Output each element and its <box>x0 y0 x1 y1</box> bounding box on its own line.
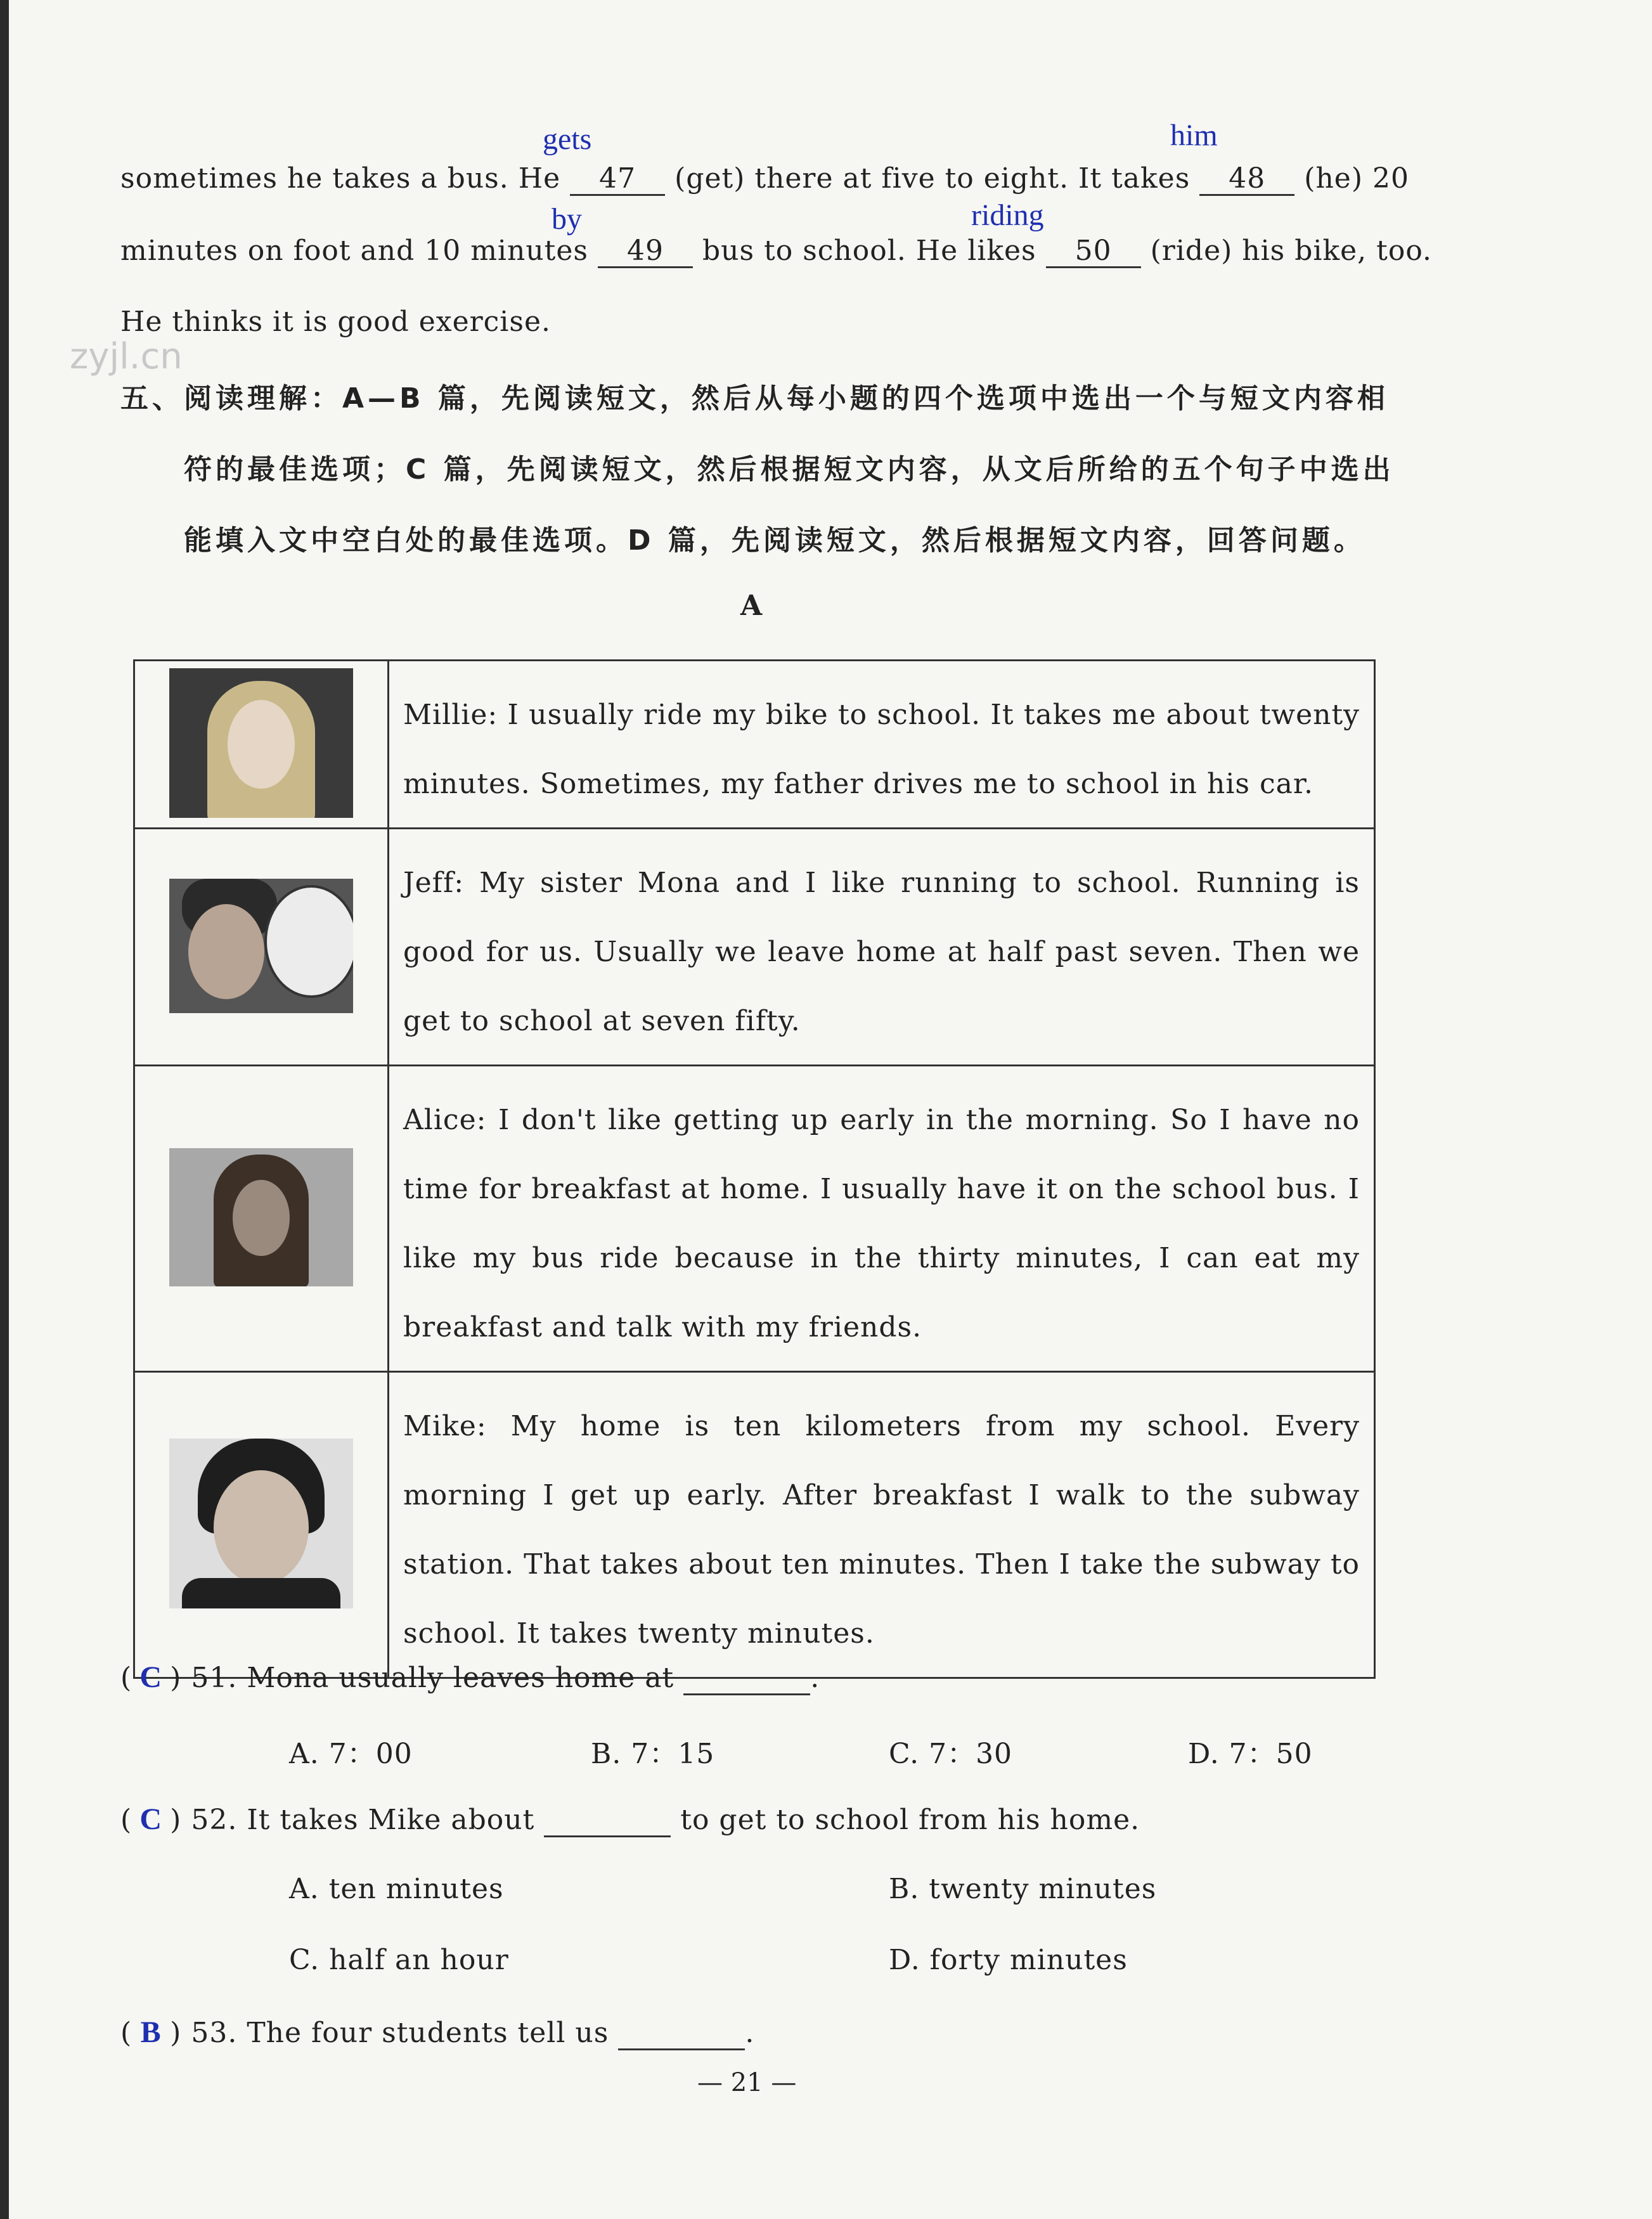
option-51-a: A. 7：00 <box>289 1738 413 1770</box>
text-mike: Mike: My home is ten kilometers from my school. Every morning I get up early. After breakfast I walk to the subway station. That takes about ten minutes. Then I take the subway to school. It takes twenty minutes. <box>389 1372 1375 1678</box>
blank-53 <box>618 2018 745 2050</box>
blank-52 <box>544 1805 671 1837</box>
answer-51: C <box>139 1660 162 1694</box>
option-51-d: D. 7：50 <box>1188 1738 1313 1770</box>
blank-51 <box>683 1663 810 1695</box>
answer-48: him <box>1170 119 1218 152</box>
watermark: zyjl.cn <box>70 336 183 377</box>
option-51-c: C. 7：30 <box>889 1738 1013 1770</box>
question-51: ( C ) 51. Mona usually leaves home at . <box>120 1660 820 1695</box>
answer-53: B <box>140 2015 162 2049</box>
table-row <box>134 1066 1375 1372</box>
table-row <box>134 829 1375 1066</box>
answer-47: gets <box>543 122 592 156</box>
table-row <box>134 1372 1375 1678</box>
answer-52: C <box>139 1802 162 1836</box>
question-52: ( C ) 52. It takes Mike about to get to school from his home. <box>120 1802 1140 1837</box>
passage-line-1: sometimes he takes a bus. He 47 (get) there at five to eight. It takes 48 (he) 20 <box>120 162 1409 196</box>
page-number: — 21 — <box>697 2068 797 2097</box>
question-53: ( B ) 53. The four students tell us . <box>120 2015 754 2050</box>
photo-mike <box>169 1439 353 1608</box>
option-51-b: B. 7：15 <box>591 1738 715 1770</box>
instruction-line-1: 五、阅读理解：A—B 篇，先阅读短文，然后从每小题的四个选项中选出一个与短文内容相 <box>120 382 1389 415</box>
photo-cell <box>134 1372 389 1678</box>
passage-line-3: He thinks it is good exercise. <box>120 306 551 338</box>
instruction-line-2: 符的最佳选项；C 篇，先阅读短文，然后根据短文内容，从文后所给的五个句子中选出 <box>184 453 1395 486</box>
page-edge <box>0 0 9 2219</box>
option-52-d: D. forty minutes <box>889 1944 1128 1976</box>
answer-50: riding <box>971 198 1044 232</box>
option-52-a: A. ten minutes <box>289 1873 504 1905</box>
photo-cell <box>134 1066 389 1372</box>
option-52-c: C. half an hour <box>289 1944 509 1976</box>
option-52-b: B. twenty minutes <box>889 1873 1157 1905</box>
blank-49: 49 <box>598 236 693 268</box>
answer-49: by <box>552 202 582 236</box>
instruction-line-3: 能填入文中空白处的最佳选项。D 篇，先阅读短文，然后根据短文内容，回答问题。 <box>184 524 1365 557</box>
text-millie: Millie: I usually ride my bike to school. It takes me about twenty minutes. Sometimes, my father drives me to school in his car. <box>389 661 1375 829</box>
section-title: A <box>740 590 763 622</box>
text-jeff: Jeff: My sister Mona and I like running to school. Running is good for us. Usually we leave home at half past seven. Then we get to school at seven fifty. <box>389 829 1375 1066</box>
photo-cell <box>134 661 389 829</box>
text-alice: Alice: I don't like getting up early in the morning. So I have no time for breakfast at home. I usually have it on the school bus. I like my bus ride because in the thirty minutes, I can eat my breakfast and talk with my friends. <box>389 1066 1375 1372</box>
photo-alice <box>169 1148 353 1286</box>
blank-47: 47 <box>570 164 665 196</box>
blank-48: 48 <box>1199 164 1294 196</box>
passage-line-2: minutes on foot and 10 minutes 49 bus to school. He likes 50 (ride) his bike, too. <box>120 235 1432 268</box>
photo-jeff <box>169 879 353 1013</box>
photo-millie <box>169 668 353 818</box>
table-row <box>134 661 1375 829</box>
blank-50: 50 <box>1046 236 1141 268</box>
people-table <box>133 659 1376 1679</box>
photo-cell <box>134 829 389 1066</box>
